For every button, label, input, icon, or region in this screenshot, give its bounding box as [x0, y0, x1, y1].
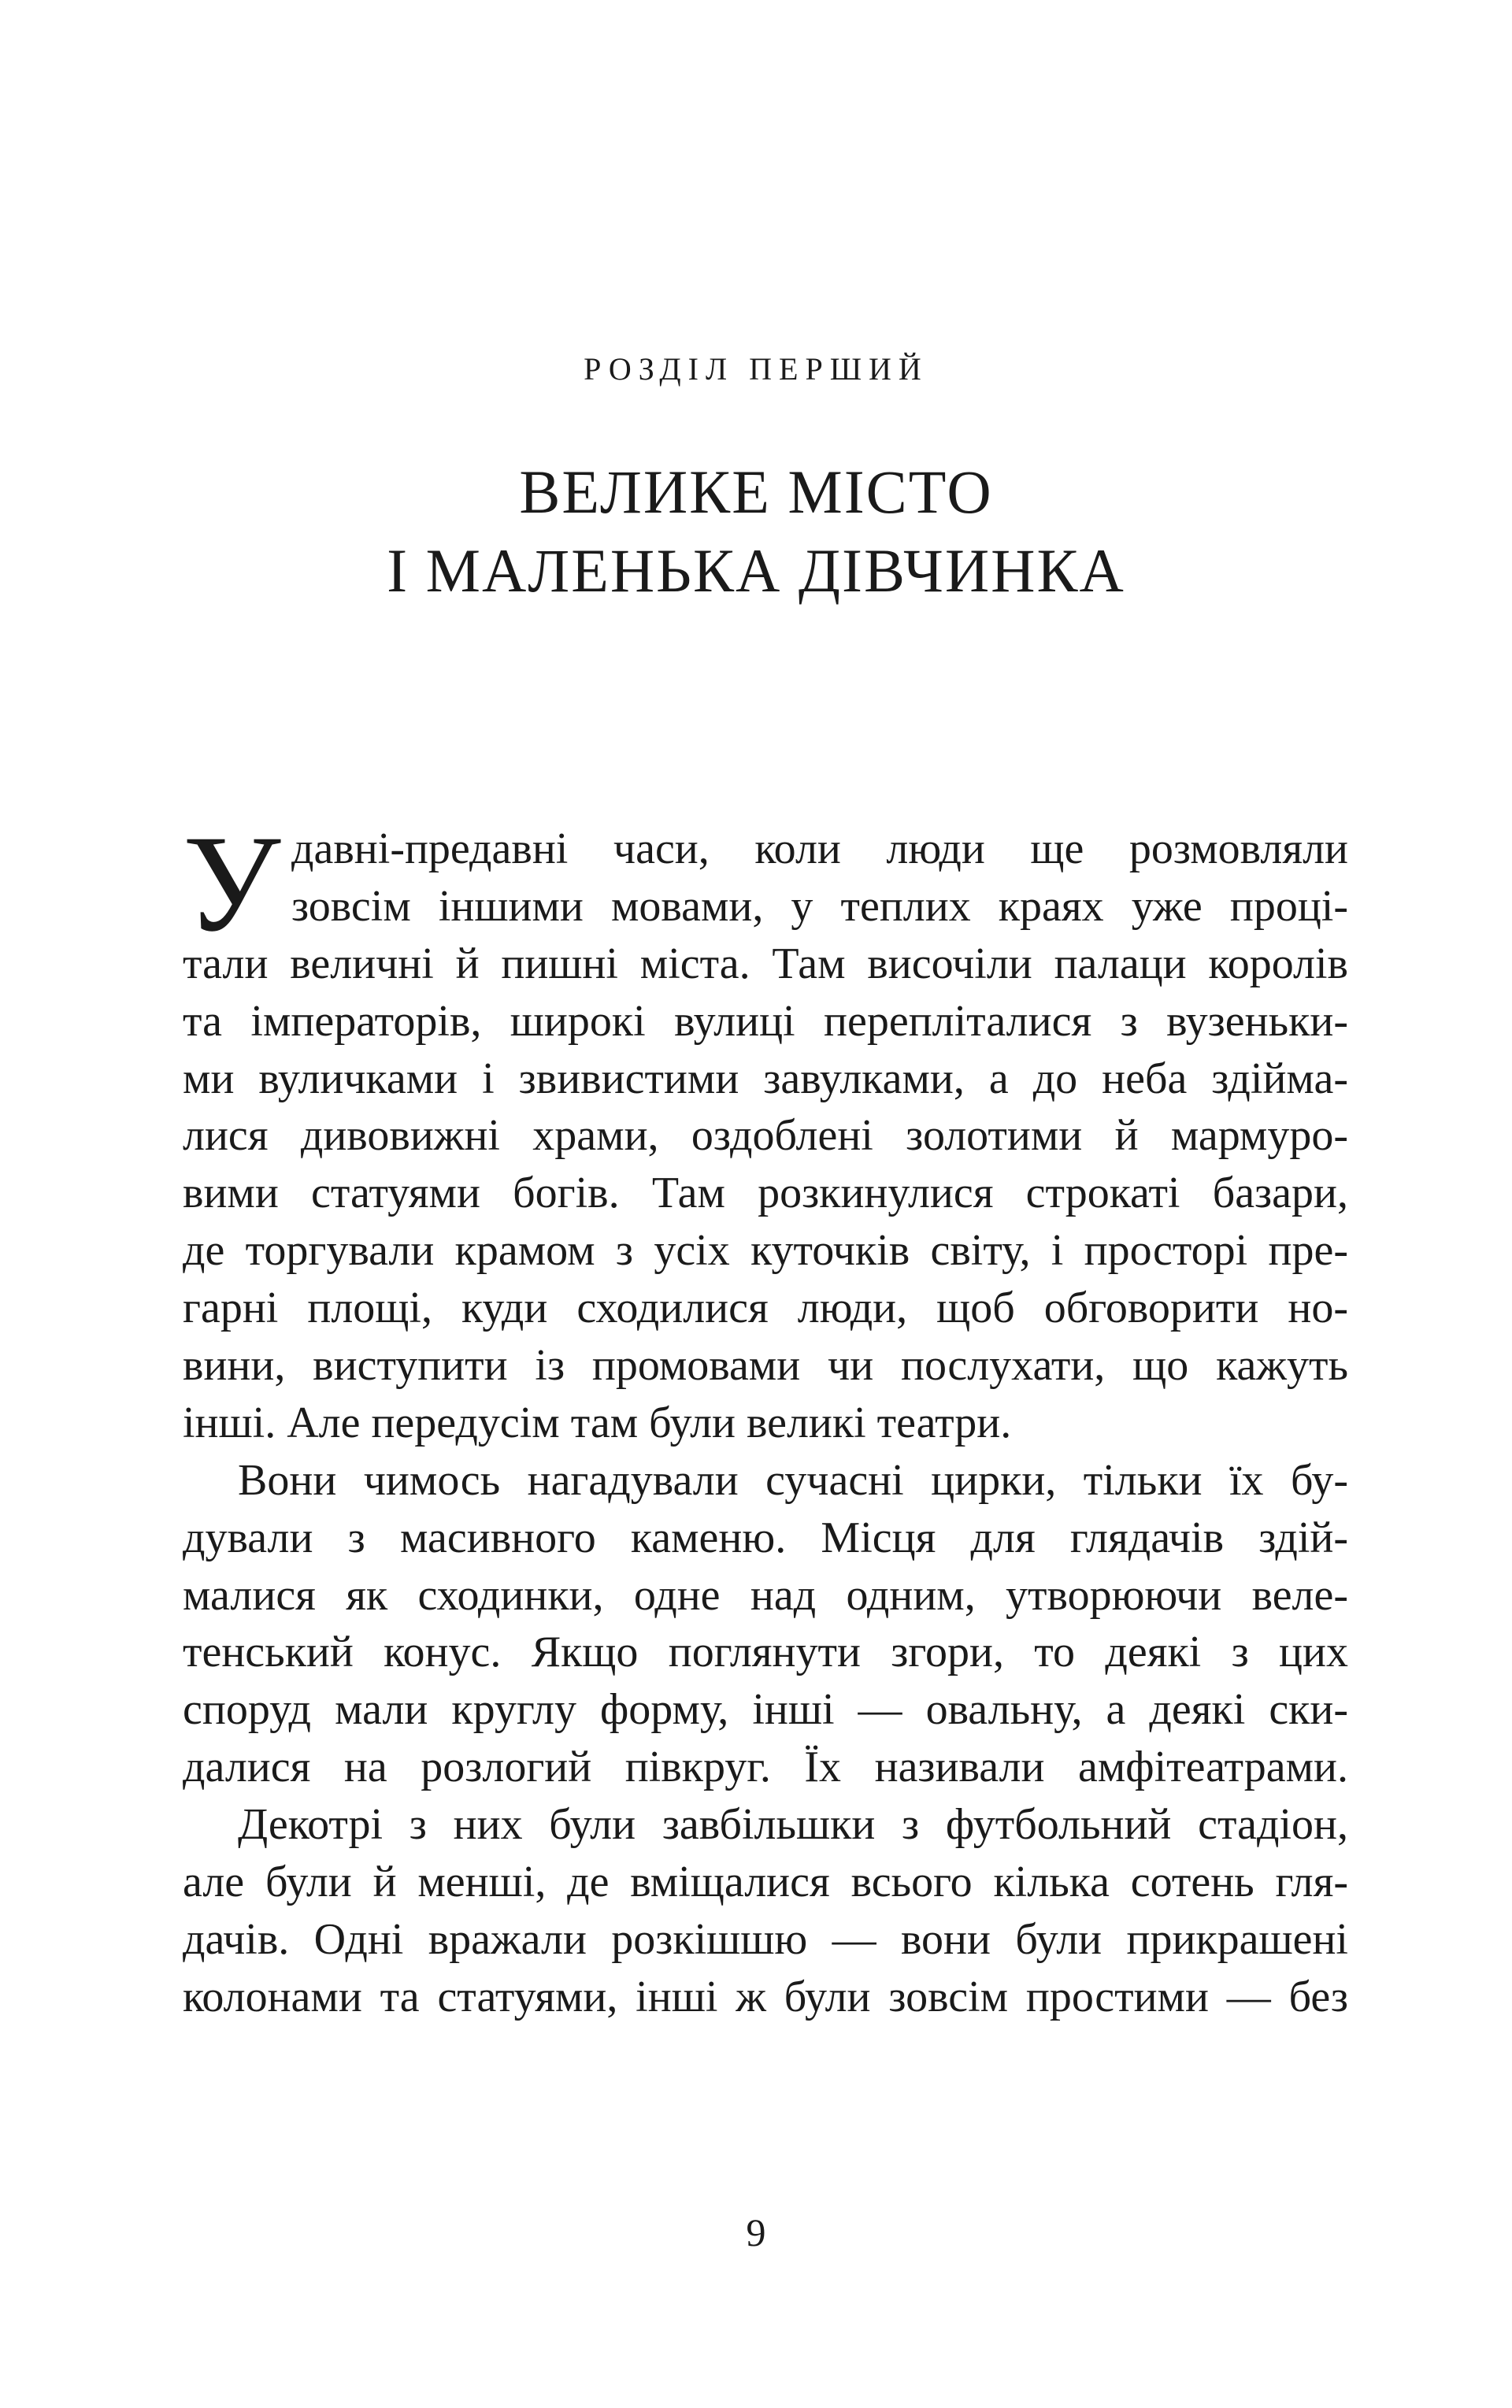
text-line: малися як сходинки, одне над одним, утворюючи веле-: [183, 1570, 1348, 1620]
text-line: споруд мали круглу форму, інші — овальну, а деякі ски-: [183, 1685, 1348, 1735]
text-line: вими статуями богів. Там розкинулися строкаті базари,: [183, 1169, 1348, 1218]
chapter-title-line-1: ВЕЛИКЕ МІСТО: [519, 458, 993, 526]
drop-cap: У: [183, 807, 281, 961]
text-line: дували з масивного каменю. Місця для глядачів здій-: [183, 1513, 1348, 1562]
page-number: 9: [746, 2210, 766, 2254]
text-line: Декотрі з них були завбільшки з футбольний стадіон,: [238, 1800, 1348, 1850]
body-text: [183, 807, 1348, 2026]
text-line: дачів. Одні вражали розкішшю — вони були прикрашені: [183, 1914, 1348, 1964]
text-line: але були й менші, де вміщалися всього кілька сотень гля-: [183, 1858, 1348, 1907]
chapter-title-line-2: І МАЛЕНЬКА ДІВЧИНКА: [387, 536, 1125, 605]
chapter-title: [0, 453, 1512, 610]
text-line: Вони чимось нагадували сучасні цирки, тільки їх бу-: [238, 1455, 1348, 1505]
text-line: зовсім іншими мовами, у теплих краях уже проці-: [291, 881, 1348, 931]
text-line: давні-предавні часи, коли люди ще розмовляли: [291, 824, 1348, 873]
text-line: вини, виступити із промовами чи послухати, що кажуть: [183, 1341, 1348, 1391]
text-line: лися дивовижні храми, оздоблені золотими й мармуро-: [183, 1111, 1348, 1161]
text-line: колонами та статуями, інші ж були зовсім простими — без: [183, 1972, 1348, 2021]
text-line: де торгували крамом з усіх куточків світу, і просторі пре-: [183, 1226, 1348, 1276]
chapter-label: РОЗДІЛ ПЕРШИЙ: [584, 351, 928, 387]
text-line: далися на розлогий півкруг. Їх називали амфітеатрами.: [183, 1743, 1348, 1792]
text-line: тали величні й пишні міста. Там височіли палаци королів: [183, 939, 1348, 988]
text-line: тенський конус. Якщо поглянути згори, то деякі з цих: [183, 1628, 1348, 1677]
text-line: та імператорів, широкі вулиці перепліталися з вузеньки-: [183, 996, 1348, 1046]
text-line: ми вуличками і звивистими завулками, а до неба здійма-: [183, 1054, 1348, 1103]
text-line: гарні площі, куди сходилися люди, щоб обговорити но-: [183, 1284, 1348, 1333]
text-line: інші. Але передусім там були великі театри.: [183, 1398, 1012, 1447]
